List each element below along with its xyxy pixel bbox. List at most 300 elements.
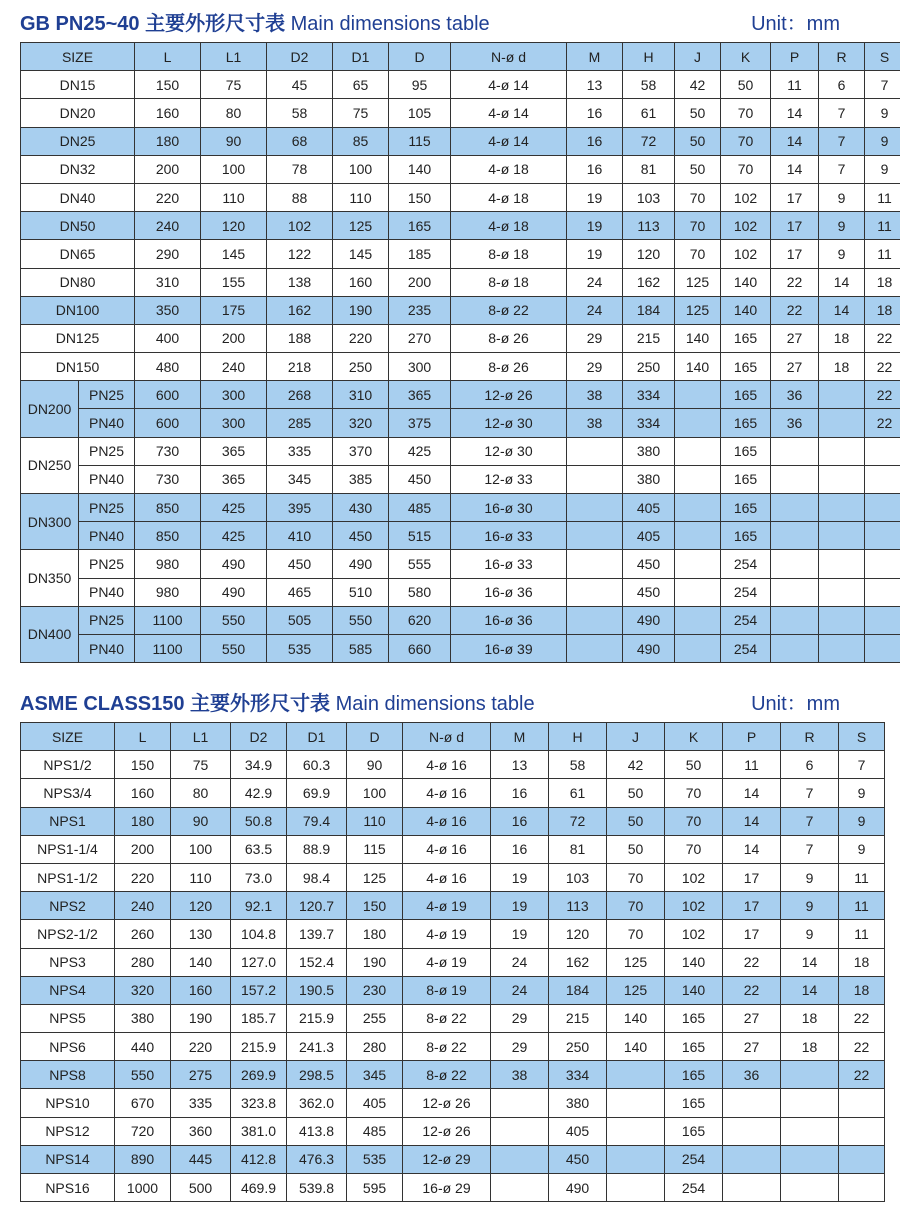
table-cell: 410 — [267, 522, 333, 550]
table-cell: 165 — [721, 522, 771, 550]
table-cell: 100 — [347, 779, 403, 807]
table-cell: 68 — [267, 127, 333, 155]
table-cell: 550 — [201, 634, 267, 662]
table-cell — [675, 437, 721, 465]
table-cell: 4-ø 19 — [403, 920, 491, 948]
table-cell: 280 — [347, 1033, 403, 1061]
table-cell: 4-ø 14 — [451, 127, 567, 155]
table-cell — [771, 634, 819, 662]
table-cell: 600 — [135, 409, 201, 437]
table-cell: 190.5 — [287, 976, 347, 1004]
table-cell: 550 — [115, 1061, 171, 1089]
table-cell: 88.9 — [287, 835, 347, 863]
table-cell: 490 — [201, 578, 267, 606]
table-row — [21, 296, 900, 324]
table-cell: 490 — [201, 550, 267, 578]
table-cell: 185 — [389, 240, 451, 268]
table-row — [21, 155, 900, 183]
table-cell: 27 — [723, 1004, 781, 1032]
table-cell: 280 — [115, 948, 171, 976]
table-cell: 405 — [623, 494, 675, 522]
table-cell: 395 — [267, 494, 333, 522]
table-row — [21, 948, 885, 976]
table-cell: 11 — [839, 863, 885, 891]
table-cell: 102 — [665, 863, 723, 891]
table-cell: 140 — [675, 353, 721, 381]
asme-header-13: S — [839, 723, 885, 751]
table-cell — [675, 494, 721, 522]
table-cell: 9 — [781, 920, 839, 948]
pressure-class-cell: PN25 — [79, 550, 135, 578]
table-cell: 12-ø 30 — [451, 409, 567, 437]
table-cell: 29 — [491, 1033, 549, 1061]
table-row — [21, 1089, 885, 1117]
gb-title-en: Main dimensions table — [290, 13, 490, 35]
table-row — [21, 1174, 885, 1202]
table-cell: 9 — [865, 99, 900, 127]
table-cell: 160 — [135, 99, 201, 127]
table-cell: 140 — [721, 268, 771, 296]
table-cell: 180 — [347, 920, 403, 948]
table-cell: 4-ø 18 — [451, 212, 567, 240]
table-cell: 140 — [607, 1004, 665, 1032]
table-cell: 165 — [721, 465, 771, 493]
table-cell: 450 — [389, 465, 451, 493]
table-cell: 50 — [607, 835, 665, 863]
table-cell: 335 — [267, 437, 333, 465]
table-cell: 110 — [171, 863, 231, 891]
table-cell: 16 — [567, 155, 623, 183]
table-cell: 310 — [333, 381, 389, 409]
table-cell — [607, 1061, 665, 1089]
table-cell: 152.4 — [287, 948, 347, 976]
table-cell: 38 — [567, 381, 623, 409]
table-cell: 200 — [389, 268, 451, 296]
table-cell — [723, 1117, 781, 1145]
table-cell: 113 — [623, 212, 675, 240]
table-cell: 102 — [665, 920, 723, 948]
table-cell: 8-ø 19 — [403, 976, 491, 1004]
table-cell: 184 — [549, 976, 607, 1004]
table-cell: 450 — [549, 1145, 607, 1173]
table-cell: 75 — [201, 71, 267, 99]
table-row — [21, 807, 885, 835]
table-cell: 17 — [723, 863, 781, 891]
table-cell — [567, 465, 623, 493]
table-cell — [675, 409, 721, 437]
table-cell: 585 — [333, 634, 389, 662]
table-cell — [675, 634, 721, 662]
table-cell: 440 — [115, 1033, 171, 1061]
table-cell: 80 — [201, 99, 267, 127]
table-cell: 425 — [201, 494, 267, 522]
size-cell: NPS1-1/4 — [21, 835, 115, 863]
gb-title-bold: GB PN25~40 主要外形尺寸表 — [20, 13, 286, 35]
asme-title-bold: ASME CLASS150 主要外形尺寸表 — [20, 693, 331, 715]
table-cell: 17 — [771, 212, 819, 240]
table-cell: 600 — [135, 381, 201, 409]
table-cell — [839, 1089, 885, 1117]
size-cell: DN200 — [21, 381, 79, 437]
table-cell: 16-ø 36 — [451, 578, 567, 606]
table-cell: 16 — [491, 779, 549, 807]
table-cell: 320 — [115, 976, 171, 1004]
table-cell — [865, 578, 900, 606]
table-cell: 115 — [389, 127, 451, 155]
table-cell: 140 — [389, 155, 451, 183]
table-cell: 24 — [567, 296, 623, 324]
table-cell: 24 — [491, 976, 549, 1004]
table-cell — [781, 1145, 839, 1173]
table-cell: 42 — [675, 71, 721, 99]
gb-header-8: H — [623, 43, 675, 71]
table-cell: 190 — [171, 1004, 231, 1032]
table-cell: 269.9 — [231, 1061, 287, 1089]
table-cell: 17 — [771, 183, 819, 211]
table-cell: 130 — [171, 920, 231, 948]
table-cell: 22 — [723, 976, 781, 1004]
table-cell: 100 — [201, 155, 267, 183]
table-cell: 180 — [115, 807, 171, 835]
table-cell: 18 — [781, 1033, 839, 1061]
table-cell: 323.8 — [231, 1089, 287, 1117]
table-cell: 335 — [171, 1089, 231, 1117]
table-cell: 275 — [171, 1061, 231, 1089]
pressure-class-cell: PN25 — [79, 494, 135, 522]
table-cell: 9 — [819, 183, 865, 211]
table-cell: 18 — [865, 268, 900, 296]
table-cell: 850 — [135, 522, 201, 550]
table-cell: 254 — [721, 578, 771, 606]
table-cell: 70 — [675, 212, 721, 240]
size-cell: NPS12 — [21, 1117, 115, 1145]
table-row — [21, 99, 900, 127]
table-cell: 4-ø 14 — [451, 71, 567, 99]
table-row — [21, 522, 900, 550]
table-cell: 4-ø 19 — [403, 948, 491, 976]
table-cell — [819, 578, 865, 606]
table-cell: 7 — [819, 127, 865, 155]
table-row — [21, 409, 900, 437]
table-cell: 220 — [115, 863, 171, 891]
table-cell: 490 — [623, 634, 675, 662]
table-cell: 490 — [333, 550, 389, 578]
table-cell — [819, 494, 865, 522]
table-cell — [771, 578, 819, 606]
table-cell: 145 — [201, 240, 267, 268]
table-cell: 425 — [201, 522, 267, 550]
table-cell: 345 — [267, 465, 333, 493]
table-cell: 485 — [347, 1117, 403, 1145]
table-cell: 720 — [115, 1117, 171, 1145]
gb-section — [20, 6, 893, 663]
table-cell — [607, 1174, 665, 1202]
table-cell: 215.9 — [287, 1004, 347, 1032]
table-cell: 430 — [333, 494, 389, 522]
asme-header-9: J — [607, 723, 665, 751]
gb-header-0: SIZE — [21, 43, 135, 71]
table-row — [21, 381, 900, 409]
table-cell: 345 — [347, 1061, 403, 1089]
table-cell: 298.5 — [287, 1061, 347, 1089]
table-cell: 165 — [665, 1117, 723, 1145]
table-cell: 230 — [347, 976, 403, 1004]
table-cell: 250 — [333, 353, 389, 381]
table-cell: 18 — [865, 296, 900, 324]
table-cell: 4-ø 16 — [403, 751, 491, 779]
table-cell: 22 — [865, 409, 900, 437]
table-cell — [781, 1061, 839, 1089]
table-cell: 12-ø 26 — [403, 1089, 491, 1117]
table-cell: 190 — [333, 296, 389, 324]
table-cell: 4-ø 16 — [403, 835, 491, 863]
table-cell: 138 — [267, 268, 333, 296]
table-cell: 480 — [135, 353, 201, 381]
table-cell: 12-ø 26 — [451, 381, 567, 409]
table-cell: 150 — [115, 751, 171, 779]
table-cell: 215 — [549, 1004, 607, 1032]
table-cell: 450 — [623, 578, 675, 606]
table-cell: 150 — [347, 892, 403, 920]
table-cell: 16-ø 36 — [451, 606, 567, 634]
table-cell — [819, 465, 865, 493]
table-cell: 320 — [333, 409, 389, 437]
table-cell: 19 — [491, 892, 549, 920]
table-cell: 95 — [389, 71, 451, 99]
table-cell: 14 — [781, 948, 839, 976]
table-cell: 12-ø 33 — [451, 465, 567, 493]
table-cell: 22 — [839, 1004, 885, 1032]
table-cell: 215 — [623, 324, 675, 352]
table-cell: 365 — [201, 437, 267, 465]
table-cell: 14 — [771, 155, 819, 183]
table-cell — [781, 1089, 839, 1117]
table-cell: 381.0 — [231, 1117, 287, 1145]
table-cell: 445 — [171, 1145, 231, 1173]
table-cell — [839, 1117, 885, 1145]
table-cell: 155 — [201, 268, 267, 296]
table-cell — [819, 381, 865, 409]
table-cell: 13 — [491, 751, 549, 779]
table-cell — [567, 494, 623, 522]
size-cell: NPS1 — [21, 807, 115, 835]
table-cell: 70 — [721, 99, 771, 127]
table-cell: 80 — [171, 779, 231, 807]
table-cell: 14 — [781, 976, 839, 1004]
table-cell: 490 — [623, 606, 675, 634]
size-cell: NPS3 — [21, 948, 115, 976]
table-cell: 510 — [333, 578, 389, 606]
table-cell: 16 — [567, 127, 623, 155]
table-cell: 19 — [567, 240, 623, 268]
pressure-class-cell: PN25 — [79, 381, 135, 409]
table-cell: 476.3 — [287, 1145, 347, 1173]
table-cell: 550 — [201, 606, 267, 634]
table-cell: 50.8 — [231, 807, 287, 835]
table-cell: 9 — [819, 240, 865, 268]
table-cell: 11 — [865, 240, 900, 268]
table-cell: 485 — [389, 494, 451, 522]
table-cell: 165 — [721, 381, 771, 409]
table-cell: 110 — [333, 183, 389, 211]
table-cell: 190 — [347, 948, 403, 976]
table-cell: 8-ø 18 — [451, 268, 567, 296]
asme-header-10: K — [665, 723, 723, 751]
table-row — [21, 606, 900, 634]
table-cell: 27 — [723, 1033, 781, 1061]
table-cell: 72 — [623, 127, 675, 155]
table-row — [21, 127, 900, 155]
table-cell: 22 — [839, 1061, 885, 1089]
table-cell: 7 — [865, 71, 900, 99]
table-row — [21, 863, 885, 891]
table-cell: 160 — [333, 268, 389, 296]
table-cell: 13 — [567, 71, 623, 99]
table-cell — [607, 1089, 665, 1117]
gb-header-12: R — [819, 43, 865, 71]
size-cell: DN300 — [21, 494, 79, 550]
table-cell: 11 — [839, 920, 885, 948]
table-cell: 17 — [723, 892, 781, 920]
table-cell — [819, 550, 865, 578]
table-cell: 450 — [333, 522, 389, 550]
asme-header-1: L — [115, 723, 171, 751]
table-cell: 165 — [721, 437, 771, 465]
table-row — [21, 779, 885, 807]
table-cell: 125 — [347, 863, 403, 891]
table-cell: 140 — [665, 948, 723, 976]
table-cell — [675, 550, 721, 578]
table-cell: 27 — [771, 324, 819, 352]
table-cell: 11 — [865, 212, 900, 240]
table-cell: 140 — [607, 1033, 665, 1061]
size-cell: NPS1-1/2 — [21, 863, 115, 891]
table-cell: 7 — [781, 779, 839, 807]
table-cell: 50 — [607, 779, 665, 807]
table-cell: 120 — [623, 240, 675, 268]
table-cell: 34.9 — [231, 751, 287, 779]
table-cell: 412.8 — [231, 1145, 287, 1173]
table-cell: 162 — [549, 948, 607, 976]
table-cell: 535 — [347, 1145, 403, 1173]
pressure-class-cell: PN40 — [79, 634, 135, 662]
table-cell: 50 — [721, 71, 771, 99]
table-cell: 9 — [839, 807, 885, 835]
table-cell: 18 — [819, 324, 865, 352]
table-cell: 535 — [267, 634, 333, 662]
gb-header-4: D1 — [333, 43, 389, 71]
table-cell: 65 — [333, 71, 389, 99]
table-cell: 240 — [135, 212, 201, 240]
asme-dimensions-table — [20, 722, 885, 1202]
table-cell: 75 — [333, 99, 389, 127]
table-cell: 362.0 — [287, 1089, 347, 1117]
gb-header-1: L — [135, 43, 201, 71]
table-cell: 9 — [865, 127, 900, 155]
gb-dimensions-table — [20, 42, 900, 663]
table-cell: 4-ø 19 — [403, 892, 491, 920]
asme-header-12: R — [781, 723, 839, 751]
table-row — [21, 550, 900, 578]
size-cell: DN125 — [21, 324, 135, 352]
pressure-class-cell: PN25 — [79, 437, 135, 465]
table-cell: 50 — [607, 807, 665, 835]
table-row — [21, 1004, 885, 1032]
table-cell: 285 — [267, 409, 333, 437]
asme-section — [20, 686, 884, 1202]
table-cell: 102 — [267, 212, 333, 240]
table-row — [21, 1117, 885, 1145]
table-cell: 405 — [549, 1117, 607, 1145]
table-row — [21, 437, 900, 465]
table-cell: 140 — [721, 296, 771, 324]
table-cell: 241.3 — [287, 1033, 347, 1061]
size-cell: DN350 — [21, 550, 79, 606]
table-cell: 7 — [819, 155, 865, 183]
gb-header-7: M — [567, 43, 623, 71]
table-row — [21, 920, 885, 948]
asme-header-4: D1 — [287, 723, 347, 751]
table-cell: 12-ø 26 — [403, 1117, 491, 1145]
table-cell: 465 — [267, 578, 333, 606]
gb-header-9: J — [675, 43, 721, 71]
table-cell: 70 — [665, 835, 723, 863]
table-cell: 980 — [135, 550, 201, 578]
table-cell: 9 — [865, 155, 900, 183]
asme-header-3: D2 — [231, 723, 287, 751]
table-cell: 125 — [675, 268, 721, 296]
table-cell: 365 — [389, 381, 451, 409]
table-cell: 490 — [549, 1174, 607, 1202]
pressure-class-cell: PN40 — [79, 465, 135, 493]
table-cell: 19 — [491, 863, 549, 891]
table-cell: 61 — [623, 99, 675, 127]
table-cell: 125 — [607, 948, 665, 976]
table-cell — [865, 437, 900, 465]
table-cell: 75 — [171, 751, 231, 779]
size-cell: DN150 — [21, 353, 135, 381]
table-cell: 150 — [389, 183, 451, 211]
gb-header-10: K — [721, 43, 771, 71]
size-cell: NPS8 — [21, 1061, 115, 1089]
table-cell: 8-ø 18 — [451, 240, 567, 268]
table-cell — [491, 1174, 549, 1202]
table-cell: 14 — [771, 127, 819, 155]
table-cell: 104.8 — [231, 920, 287, 948]
table-cell: 22 — [865, 324, 900, 352]
table-cell: 14 — [819, 296, 865, 324]
table-cell: 81 — [549, 835, 607, 863]
table-cell: 165 — [721, 353, 771, 381]
table-row — [21, 71, 900, 99]
table-cell: 103 — [623, 183, 675, 211]
table-cell: 254 — [665, 1145, 723, 1173]
table-cell: 78 — [267, 155, 333, 183]
asme-header-0: SIZE — [21, 723, 115, 751]
table-cell: 61 — [549, 779, 607, 807]
table-cell: 660 — [389, 634, 451, 662]
table-cell: 1000 — [115, 1174, 171, 1202]
table-cell — [567, 578, 623, 606]
table-cell: 58 — [549, 751, 607, 779]
table-cell: 50 — [675, 155, 721, 183]
table-row — [21, 892, 885, 920]
size-cell: NPS2-1/2 — [21, 920, 115, 948]
table-cell: 22 — [771, 268, 819, 296]
table-cell: 165 — [721, 324, 771, 352]
size-cell: NPS1/2 — [21, 751, 115, 779]
table-cell: 16 — [491, 835, 549, 863]
